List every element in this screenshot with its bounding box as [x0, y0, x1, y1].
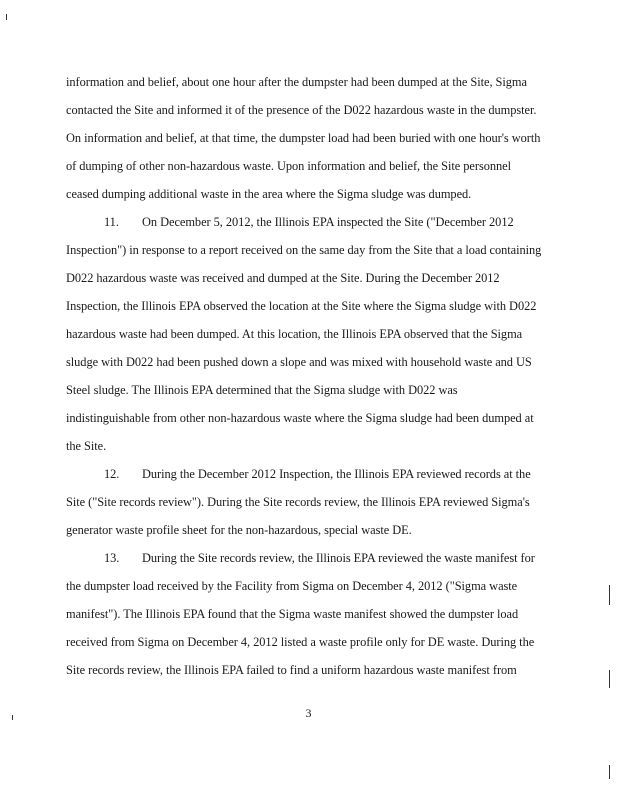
scan-speck — [609, 585, 610, 605]
text-line: the dumpster load received by the Facility from Sigma on December 4, 2012 ("Sigma waste — [66, 579, 518, 593]
text-line: Site records review, the Illinois EPA failed to find a uniform hazardous waste manifest from — [66, 663, 517, 677]
text-line: Inspection, the Illinois EPA observed the location at the Site where the Sigma sludge with D022 — [66, 299, 537, 313]
text-line: During the December 2012 Inspection, the Illinois EPA reviewed records at the — [142, 467, 531, 481]
paragraph-11-first-line — [104, 214, 514, 230]
scan-speck — [609, 765, 610, 779]
paragraph-number: 13. — [104, 551, 120, 565]
scan-speck — [12, 715, 13, 720]
text-line: contacted the Site and informed it of the presence of the D022 hazardous waste in the dumpster. — [66, 103, 537, 117]
text-line: received from Sigma on December 4, 2012 listed a waste profile only for DE waste. During the — [66, 635, 535, 649]
text-line: of dumping of other non-hazardous waste. Upon information and belief, the Site personnel — [66, 159, 511, 173]
text-line: manifest"). The Illinois EPA found that the Sigma waste manifest showed the dumpster load — [66, 607, 519, 621]
scan-speck — [6, 14, 7, 20]
paragraph-number: 11. — [104, 215, 119, 229]
paragraph-12-first-line — [104, 466, 531, 482]
text-line: the Site. — [66, 439, 107, 453]
text-line: Site ("Site records review"). During the Site records review, the Illinois EPA reviewed Sigma's — [66, 495, 530, 509]
text-line: hazardous waste had been dumped. At this location, the Illinois EPA observed that the Sigma — [66, 327, 523, 341]
text-line: indistinguishable from other non-hazardous waste where the Sigma sludge had been dumped at — [66, 411, 534, 425]
text-line: On December 5, 2012, the Illinois EPA inspected the Site ("December 2012 — [142, 215, 514, 229]
text-line: sludge with D022 had been pushed down a slope and was mixed with household waste and US — [66, 355, 532, 369]
paragraph-13-first-line — [104, 550, 535, 566]
text-line: During the Site records review, the Illinois EPA reviewed the waste manifest for — [142, 551, 535, 565]
text-line: D022 hazardous waste was received and dumped at the Site. During the December 2012 — [66, 271, 500, 285]
page-number: 3 — [305, 706, 312, 720]
text-line: ceased dumping additional waste in the area where the Sigma sludge was dumped. — [66, 187, 472, 201]
scan-speck — [609, 670, 610, 688]
text-line: Steel sludge. The Illinois EPA determined that the Sigma sludge with D022 was — [66, 383, 458, 397]
text-line: On information and belief, at that time, the dumpster load had been buried with one hour's worth — [66, 131, 541, 145]
text-line: Inspection") in response to a report received on the same day from the Site that a load containing — [66, 243, 542, 257]
text-line: generator waste profile sheet for the non-hazardous, special waste DE. — [66, 523, 412, 537]
text-line: information and belief, about one hour after the dumpster had been dumped at the Site, Sigma — [66, 75, 527, 89]
paragraph-number: 12. — [104, 467, 120, 481]
